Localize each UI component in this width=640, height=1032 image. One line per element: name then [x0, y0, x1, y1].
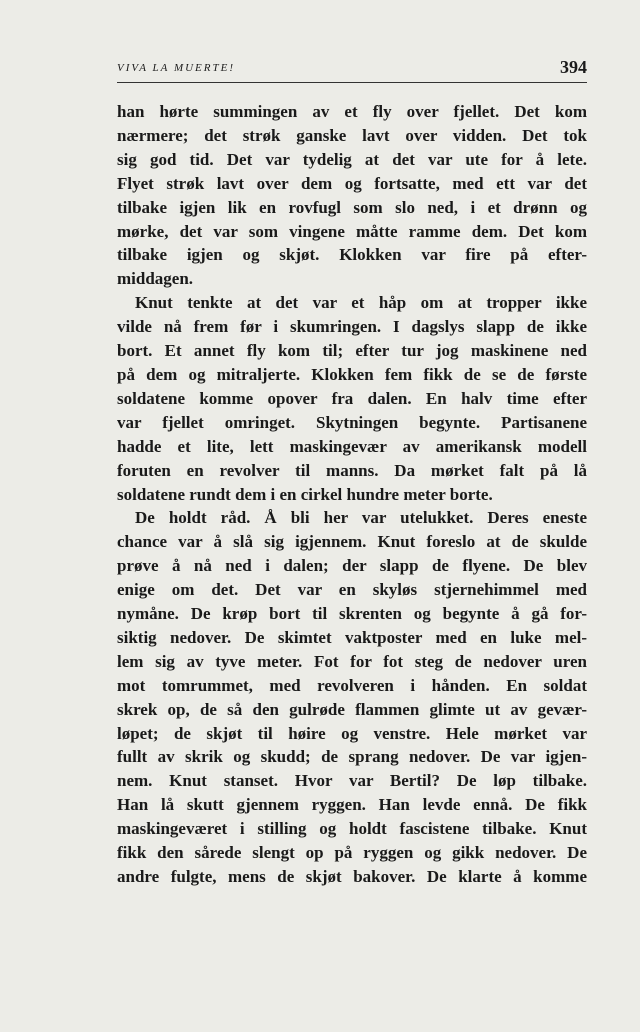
text-line: på dem og mitraljerte. Klokken fem fikk de se de første: [117, 364, 587, 384]
text-line: enige om det. Det var en skyløs stjernehimmel med: [117, 580, 587, 600]
text-line: lem sig av tyve meter. Fot for fot steg de nedover uren: [117, 651, 587, 671]
running-title: VIVA LA MUERTE!: [117, 62, 235, 74]
text-line: prøve å nå ned i dalen; der slapp de flyene. De blev: [117, 556, 587, 576]
text-line: soldatene rundt dem i en cirkel hundre meter borte.: [117, 484, 493, 504]
text-line: Knut tenkte at det var et håp om at tropper ikke: [135, 293, 587, 313]
text-line: mot tomrummet, med revolveren i hånden. En soldat: [117, 675, 587, 695]
text-line: han hørte summingen av et fly over fjellet. Det kom: [117, 102, 587, 121]
text-line: middagen.: [117, 269, 194, 289]
text-line: chance var å slå sig igjennem. Knut foreslo at de skulde: [117, 532, 587, 552]
paragraph: [117, 100, 587, 291]
text-line: fikk den sårede slengt op på ryggen og gikk nedover. De: [117, 843, 587, 863]
text-line: nærmere; det strøk ganske lavt over vidden. Det tok: [117, 125, 587, 145]
text-line: Flyet strøk lavt over dem og fortsatte, med ett var det: [117, 173, 587, 193]
text-line: mørke, det var som vingene måtte ramme dem. Det kom: [117, 221, 587, 241]
text-line: nymåne. De krøp bort til skrenten og begynte å gå for-: [117, 604, 587, 624]
text-line: siktig nedover. De skimtet vaktposter med en luke mel-: [117, 627, 587, 647]
text-line: tilbake igjen lik en rovfugl som slo ned, i et drønn og: [117, 197, 587, 217]
text-line: Han lå skutt gjennem ryggen. Han levde ennå. De fikk: [117, 795, 587, 815]
text-line: skrek op, de så den gulrøde flammen glimte ut av gevær-: [117, 699, 587, 719]
text-line: foruten en revolver til manns. Da mørket falt på lå: [117, 460, 587, 480]
page-header: [117, 58, 587, 83]
text-line: soldatene komme opover fra dalen. En halv time efter: [117, 388, 587, 408]
text-line: løpet; de skjøt til høire og venstre. Hele mørket var: [117, 723, 587, 743]
paragraph: [117, 291, 587, 506]
body-text: [117, 100, 587, 889]
text-line: tilbake igjen og skjøt. Klokken var fire på efter-: [117, 245, 587, 265]
text-line: nem. Knut stanset. Hvor var Bertil? De løp tilbake.: [117, 771, 587, 791]
page-number: 394: [560, 57, 587, 77]
paragraph: [117, 506, 587, 889]
text-line: vilde nå frem før i skumringen. I dagslys slapp de ikke: [117, 317, 587, 337]
text-line: fullt av skrik og skudd; de sprang nedover. De var igjen-: [117, 747, 587, 767]
text-line: bort. Et annet fly kom til; efter tur jog maskinene ned: [117, 341, 587, 361]
text-line: maskingeværet i stilling og holdt fascistene tilbake. Knut: [117, 819, 587, 839]
text-line: De holdt råd. Å bli her var utelukket. Deres eneste: [135, 508, 587, 528]
text-line: hadde et lite, lett maskingevær av amerikansk modell: [117, 436, 587, 456]
text-line: sig god tid. Det var tydelig at det var ute for å lete.: [117, 149, 587, 169]
text-line: var fjellet omringet. Skytningen begynte. Partisanene: [117, 412, 587, 432]
text-line: andre fulgte, mens de skjøt bakover. De klarte å komme: [117, 867, 587, 886]
